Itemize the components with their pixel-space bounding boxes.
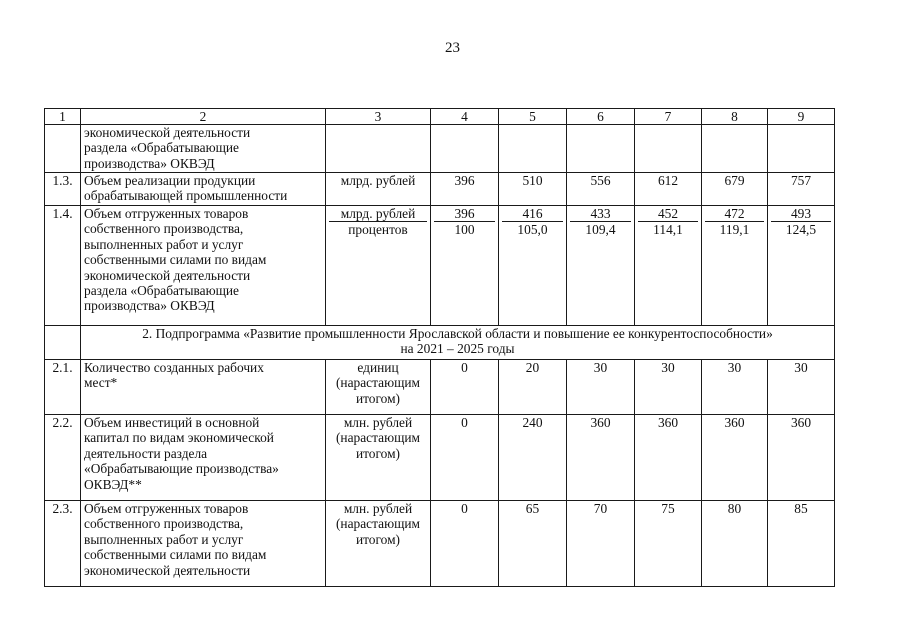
table-header-row [45, 109, 835, 125]
indicator-text-line: собственными силами по видам [84, 252, 267, 268]
unit-cell: млрд. рублей [326, 173, 431, 206]
section-heading [81, 326, 835, 360]
value-cell: 65 [499, 501, 567, 587]
value-secondary: 100 [454, 222, 475, 237]
value-cell [702, 125, 768, 173]
unit-cell [326, 501, 431, 587]
indicator-text-line: Объем инвестиций в основной [84, 415, 260, 430]
indicator-text-line: ОКВЭД** [84, 476, 142, 492]
value-cell [635, 125, 702, 173]
value-cell: 85 [768, 501, 835, 587]
unit-line: итогом) [355, 390, 401, 406]
unit-line: единиц [357, 360, 399, 375]
value-cell [567, 206, 635, 326]
value-cell: 0 [431, 415, 499, 501]
value-cell: 30 [635, 360, 702, 415]
value-cell: 556 [567, 173, 635, 206]
indicator-name [81, 360, 326, 415]
value-secondary: 109,4 [585, 222, 616, 237]
table-row [45, 415, 835, 501]
table-row [45, 125, 835, 173]
value-primary: 452 [638, 206, 698, 222]
unit-line: итогом) [355, 445, 401, 461]
value-primary: 493 [771, 206, 831, 222]
unit-line: итогом) [355, 531, 401, 547]
value-secondary: 114,1 [653, 222, 683, 237]
row-number: 1.3. [45, 173, 81, 206]
value-primary: 472 [705, 206, 764, 222]
value-secondary: 105,0 [517, 222, 548, 237]
unit-line: (нарастающим [335, 430, 421, 446]
indicators-table [44, 108, 835, 587]
value-cell: 679 [702, 173, 768, 206]
indicator-text-line: Объем отгруженных товаров [84, 501, 249, 516]
indicator-text-line: Количество созданных рабочих [84, 360, 264, 375]
value-primary: 433 [570, 206, 631, 222]
value-cell [431, 206, 499, 326]
indicator-name [81, 415, 326, 501]
value-cell: 80 [702, 501, 768, 587]
table-row [45, 360, 835, 415]
column-header: 1 [45, 109, 81, 125]
indicator-text-line: собственными силами по видам [84, 547, 267, 563]
column-header: 3 [326, 109, 431, 125]
indicator-text-line: Объем реализации продукции [84, 173, 256, 188]
unit-cell [326, 360, 431, 415]
indicator-text-line: «Обрабатывающие производства» [84, 461, 279, 477]
indicator-text-line: экономической деятельности [84, 267, 251, 283]
row-number: 2.2. [45, 415, 81, 501]
value-cell: 360 [702, 415, 768, 501]
column-header: 5 [499, 109, 567, 125]
column-header: 4 [431, 109, 499, 125]
section-heading-line: 2. Подпрограмма «Развитие промышленности Ярославской области и повышение ее конкурентоспособности» [142, 326, 773, 341]
indicator-text-line: Объем отгруженных товаров [84, 206, 249, 221]
value-cell [499, 206, 567, 326]
unit-secondary: процентов [348, 222, 408, 237]
value-cell [768, 206, 835, 326]
section-row [45, 326, 835, 360]
value-cell: 75 [635, 501, 702, 587]
indicator-text-line: собственного производства, [84, 516, 244, 532]
value-cell [499, 125, 567, 173]
indicator-text-line: производства» ОКВЭД [84, 298, 215, 314]
unit-line: (нарастающим [335, 516, 421, 532]
value-cell: 70 [567, 501, 635, 587]
value-cell: 757 [768, 173, 835, 206]
value-cell: 0 [431, 360, 499, 415]
table-row [45, 501, 835, 587]
row-number: 1.4. [45, 206, 81, 326]
value-cell: 396 [431, 173, 499, 206]
column-header: 7 [635, 109, 702, 125]
value-cell [567, 125, 635, 173]
indicator-text-line: мест* [84, 375, 118, 391]
value-cell [635, 206, 702, 326]
indicator-text-line: собственного производства, [84, 221, 244, 237]
table-row [45, 206, 835, 326]
value-secondary: 124,5 [785, 222, 817, 237]
value-primary: 396 [434, 206, 495, 222]
indicator-name [81, 501, 326, 587]
row-number: 2.1. [45, 360, 81, 415]
indicator-text-line: экономической деятельности [84, 125, 251, 140]
indicator-text-line: деятельности раздела [84, 445, 208, 461]
value-secondary: 119,1 [719, 222, 750, 237]
value-cell: 360 [768, 415, 835, 501]
unit-line: (нарастающим [335, 375, 421, 391]
value-cell: 510 [499, 173, 567, 206]
column-header: 8 [702, 109, 768, 125]
unit-line: млн. рублей [343, 501, 413, 516]
indicator-name [81, 206, 326, 326]
column-header: 9 [768, 109, 835, 125]
value-cell [431, 125, 499, 173]
indicator-name [81, 125, 326, 173]
value-cell: 240 [499, 415, 567, 501]
unit-primary: млрд. рублей [329, 206, 427, 222]
unit-cell [326, 206, 431, 326]
column-header: 2 [81, 109, 326, 125]
value-cell: 360 [567, 415, 635, 501]
table-row [45, 173, 835, 206]
indicator-text-line: выполненных работ и услуг [84, 531, 244, 547]
indicator-name [81, 173, 326, 206]
row-number: 2.3. [45, 501, 81, 587]
indicator-text-line: капитал по видам экономической [84, 430, 274, 446]
row-number [45, 326, 81, 360]
value-cell: 20 [499, 360, 567, 415]
column-header: 6 [567, 109, 635, 125]
unit-cell [326, 415, 431, 501]
row-number [45, 125, 81, 173]
value-cell: 360 [635, 415, 702, 501]
value-cell [702, 206, 768, 326]
indicator-text-line: раздела «Обрабатывающие [84, 283, 240, 299]
value-primary: 416 [502, 206, 563, 222]
indicator-text-line: производства» ОКВЭД [84, 155, 215, 171]
page-number: 23 [445, 40, 460, 56]
indicator-text-line: обрабатывающей промышленности [84, 188, 288, 204]
value-cell: 30 [567, 360, 635, 415]
indicator-text-line: выполненных работ и услуг [84, 236, 244, 252]
value-cell: 30 [768, 360, 835, 415]
value-cell: 30 [702, 360, 768, 415]
value-cell [768, 125, 835, 173]
unit-line: млн. рублей [343, 415, 413, 430]
value-cell: 0 [431, 501, 499, 587]
indicator-text-line: экономической деятельности [84, 562, 251, 578]
indicator-text-line: раздела «Обрабатывающие [84, 140, 240, 156]
section-heading-line: на 2021 – 2025 годы [400, 341, 515, 357]
value-cell: 612 [635, 173, 702, 206]
unit-cell [326, 125, 431, 173]
